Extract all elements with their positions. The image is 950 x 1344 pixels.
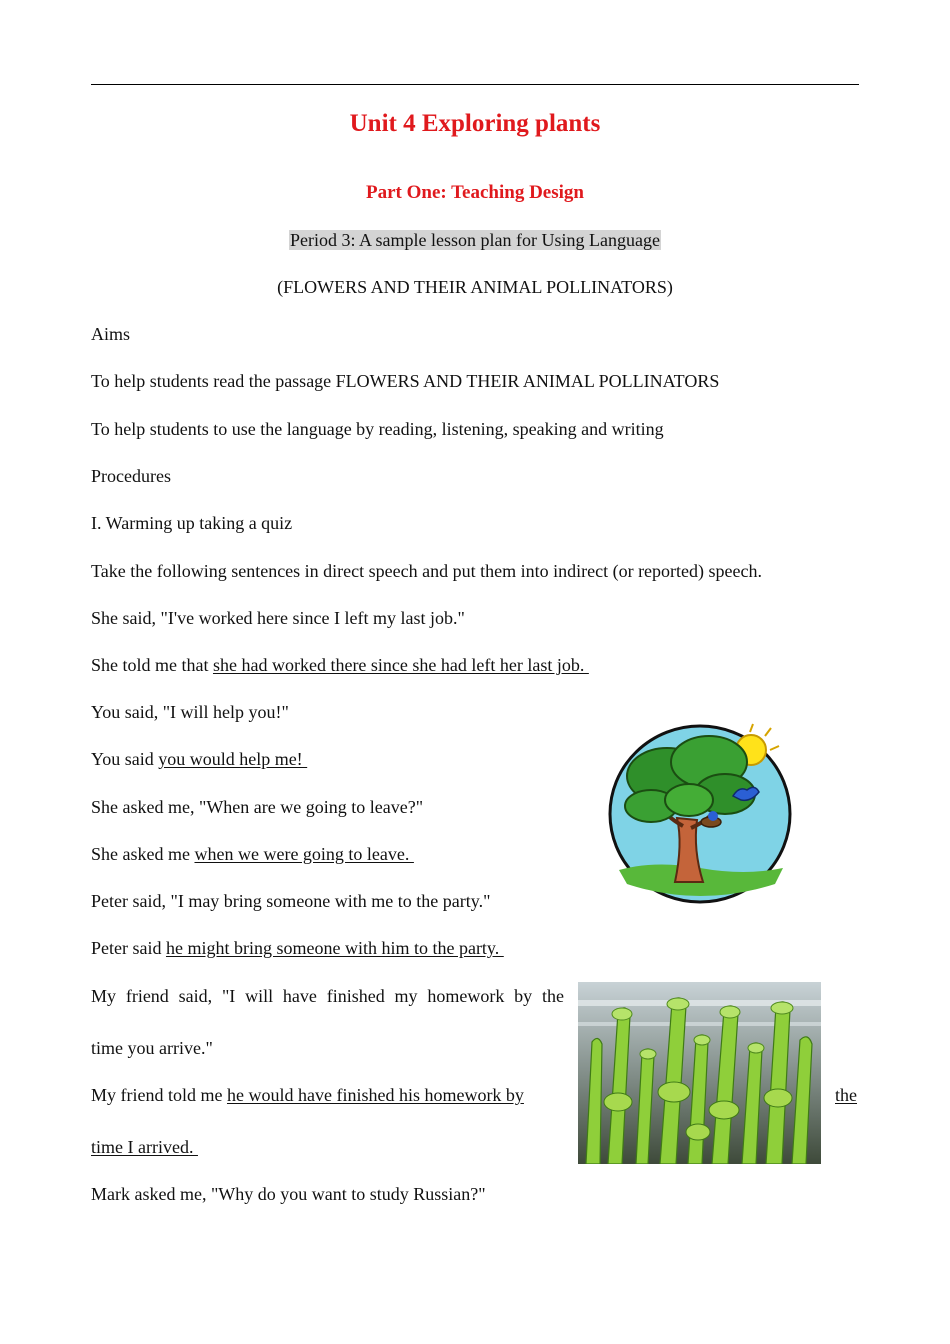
answer-5-blank: he would have finished his homework by: [226, 1085, 524, 1105]
question-1: She said, "I've worked here since I left my last job.": [91, 608, 465, 628]
pitcher-plants-photo-icon: [578, 982, 821, 1164]
period-line: [0, 229, 950, 251]
q5-word: homework: [427, 986, 505, 1006]
q5-word: "I: [221, 986, 236, 1006]
q5-word: have: [282, 986, 317, 1006]
period-highlight: Period 3: A sample lesson plan for Using Language: [290, 230, 660, 250]
answer-4: [91, 937, 504, 959]
page-title: Unit 4 Exploring plants: [349, 110, 601, 137]
q5-word: the: [541, 986, 564, 1006]
answer-1-blank: she had worked there since she had left her last job.: [212, 655, 589, 675]
answer-5-line-1: [91, 1084, 524, 1106]
answer-2: [91, 748, 307, 770]
question-2: You said, "I will help you!": [91, 702, 289, 722]
step-1-heading: I. Warming up taking a quiz: [91, 513, 293, 533]
answer-4-blank: he might bring someone with him to the party.: [165, 938, 504, 958]
passage-title: (FLOWERS AND THEIR ANIMAL POLLINATORS): [277, 277, 673, 297]
aim-2: To help students to use the language by reading, listening, speaking and writing: [91, 419, 664, 439]
answer-3: [91, 843, 414, 865]
answer-5-line-2: [91, 1136, 198, 1158]
aims-heading: Aims: [91, 324, 131, 344]
q5-word: finished: [326, 986, 385, 1006]
answer-5-prefix: My friend told me: [91, 1085, 227, 1105]
quiz-instruction: Take the following sentences in direct speech and put them into indirect (or reported) speech.: [91, 561, 763, 581]
aim-1: To help students read the passage FLOWERS AND THEIR ANIMAL POLLINATORS: [91, 371, 720, 391]
tree-illustration-icon: [605, 722, 795, 906]
q5-word: my: [394, 986, 418, 1006]
answer-5-blank-end: time I arrived.: [91, 1137, 198, 1157]
question-5-line-2: time you arrive.": [91, 1038, 213, 1058]
answer-2-prefix: You said: [91, 749, 159, 769]
answer-2-blank: you would help me!: [158, 749, 308, 769]
question-6: Mark asked me, "Why do you want to study Russian?": [91, 1184, 486, 1204]
answer-3-blank: when we were going to leave.: [194, 844, 414, 864]
question-3: She asked me, "When are we going to leave?": [91, 797, 424, 817]
procedures-heading: Procedures: [91, 466, 171, 486]
question-5-line-1: [91, 985, 564, 1007]
question-4: Peter said, "I may bring someone with me to the party.": [91, 891, 491, 911]
q5-word: My: [91, 986, 117, 1006]
answer-1-prefix: She told me that: [91, 655, 213, 675]
answer-4-prefix: Peter said: [91, 938, 166, 958]
answer-1: [91, 654, 589, 676]
q5-word: friend: [125, 986, 169, 1006]
section-subtitle: Part One: Teaching Design: [366, 182, 584, 203]
answer-5-the: the: [835, 1085, 857, 1105]
q5-word: said,: [178, 986, 213, 1006]
q5-word: by: [514, 986, 533, 1006]
q5-word: will: [245, 986, 274, 1006]
answer-3-prefix: She asked me: [91, 844, 195, 864]
header-rule: [91, 84, 859, 85]
